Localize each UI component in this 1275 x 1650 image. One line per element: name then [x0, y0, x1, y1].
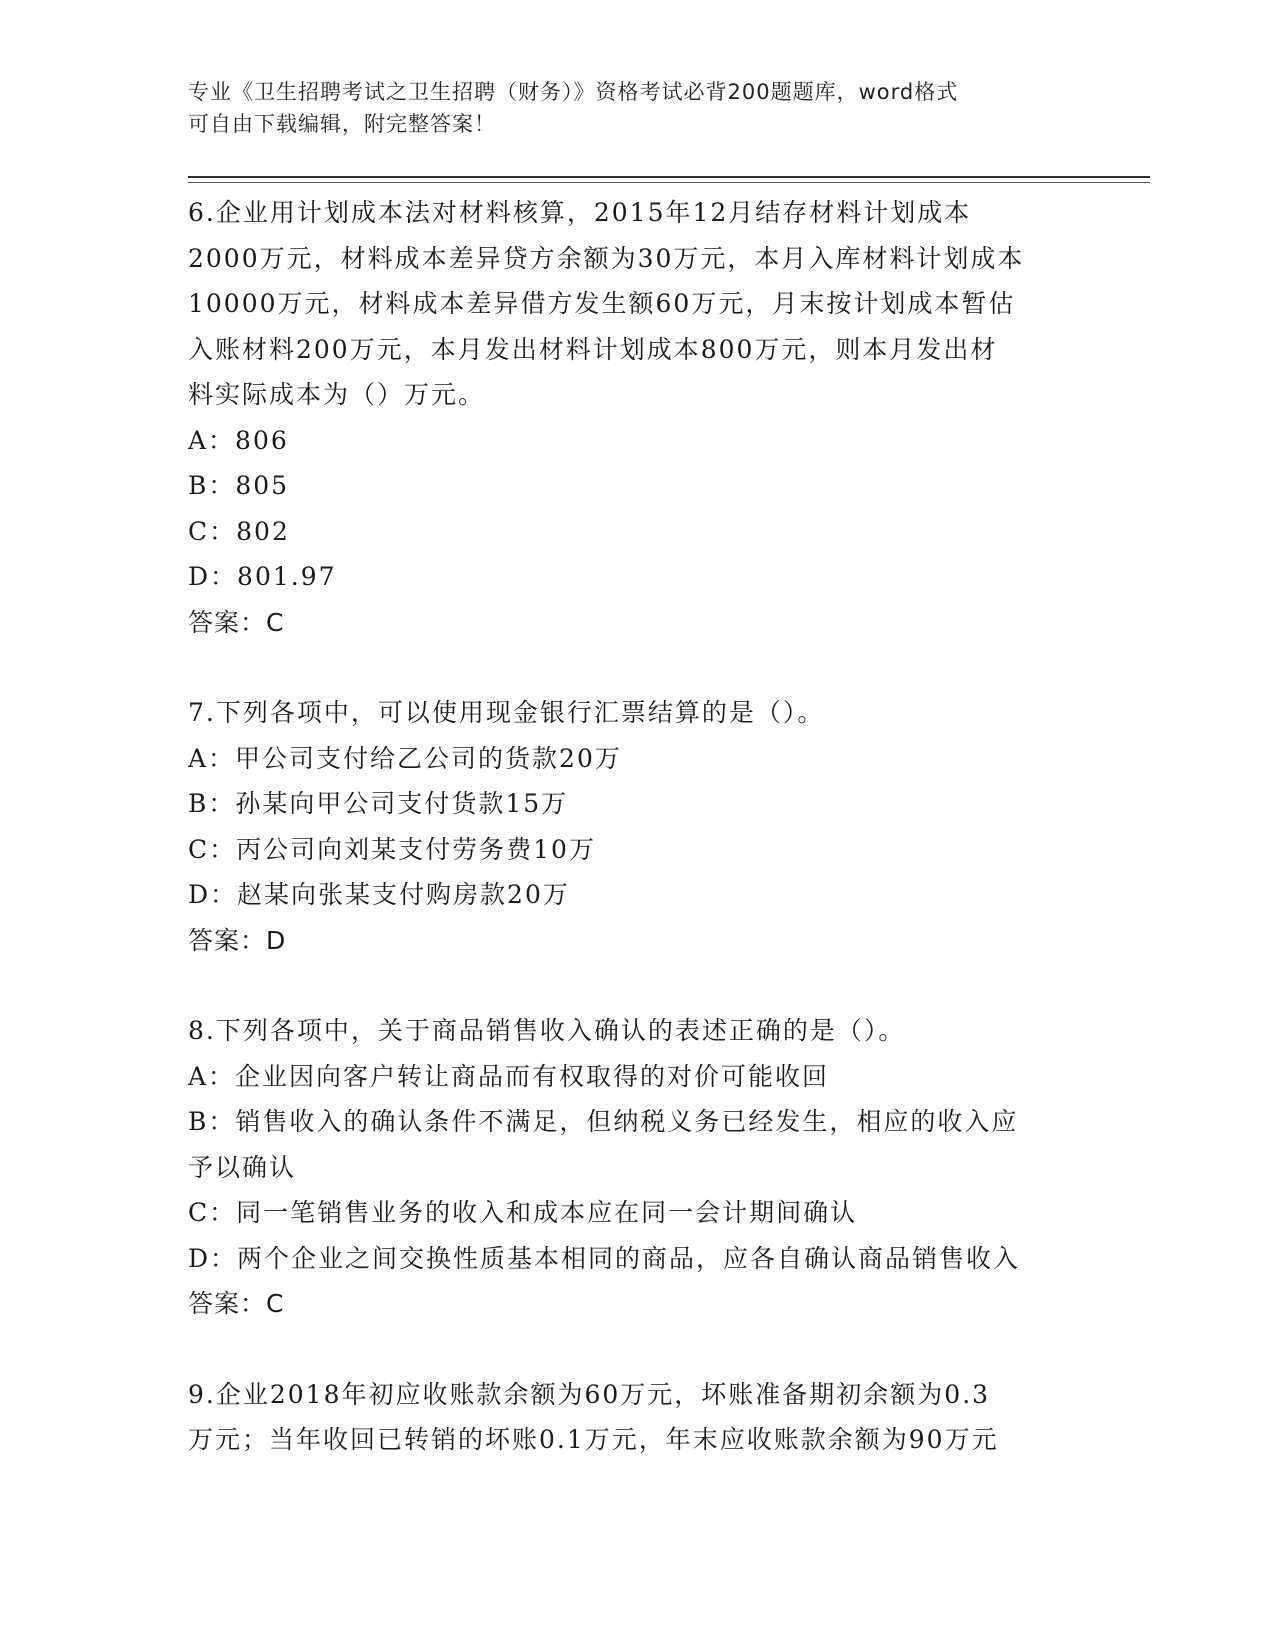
question-list [188, 190, 1088, 1463]
question-stem-line: 入账材料200万元，本月发出材料计划成本800万元，则本月发出材 [188, 334, 998, 364]
document-header [188, 76, 1068, 140]
question-spacer [188, 1327, 1088, 1372]
question-spacer [188, 645, 1088, 690]
question-stem-line: 万元；当年收回已转销的坏账0.1万元，年末应收账款余额为90万元 [188, 1425, 999, 1454]
question-7 [188, 690, 1088, 963]
option-d: D：两个企业之间交换性质基本相同的商品，应各自确认商品销售收入 [188, 1243, 1021, 1273]
option-a: A：806 [188, 425, 289, 455]
header-title-line-2: 可自由下载编辑，附完整答案！ [188, 112, 496, 136]
option-c: C：丙公司向刘某支付劳务费10万 [188, 834, 596, 864]
option-a: A：甲公司支付给乙公司的货款20万 [188, 743, 622, 773]
question-6 [188, 190, 1088, 645]
option-b-continued: 予以确认 [188, 1152, 297, 1182]
option-d: D：赵某向张某支付购房款20万 [188, 880, 570, 909]
option-c: C：同一笔销售业务的收入和成本应在同一会计期间确认 [188, 1198, 858, 1227]
option-b: B：孙某向甲公司支付货款15万 [188, 789, 569, 818]
answer-label: 答案：D [188, 925, 287, 955]
question-stem-line: 料实际成本为（）万元。 [188, 380, 486, 409]
option-b: B：销售收入的确认条件不满足，但纳税义务已经发生，相应的收入应 [188, 1107, 1019, 1136]
question-9 [188, 1372, 1088, 1463]
option-d: D：801.97 [188, 562, 337, 591]
answer-label: 答案：C [188, 1289, 285, 1318]
header-divider-thick [188, 176, 1150, 178]
question-stem-line: 6.企业用计划成本法对材料核算，2015年12月结存材料计划成本 [188, 198, 972, 227]
question-stem-line: 10000万元，材料成本差异借方发生额60万元，月末按计划成本暂估 [188, 289, 1016, 318]
question-stem-line: 8.下列各项中，关于商品销售收入确认的表述正确的是（）。 [188, 1016, 906, 1045]
option-b: B：805 [188, 471, 290, 500]
question-stem-line: 7.下列各项中，可以使用现金银行汇票结算的是（）。 [188, 698, 825, 727]
option-c: C：802 [188, 516, 290, 546]
question-spacer [188, 963, 1088, 1008]
header-title-line-1: 专业《卫生招聘考试之卫生招聘（财务）》资格考试必背200题题库，word格式 [188, 80, 959, 104]
option-a: A：企业因向客户转让商品而有权取得的对价可能收回 [188, 1061, 830, 1091]
answer-label: 答案：C [188, 607, 285, 637]
question-8 [188, 1008, 1088, 1327]
header-divider-thin [188, 182, 1150, 183]
question-stem-line: 9.企业2018年初应收账款余额为60万元，坏账准备期初余额为0.3 [188, 1379, 991, 1409]
question-stem-line: 2000万元，材料成本差异贷方余额为30万元，本月入库材料计划成本 [188, 243, 1025, 273]
